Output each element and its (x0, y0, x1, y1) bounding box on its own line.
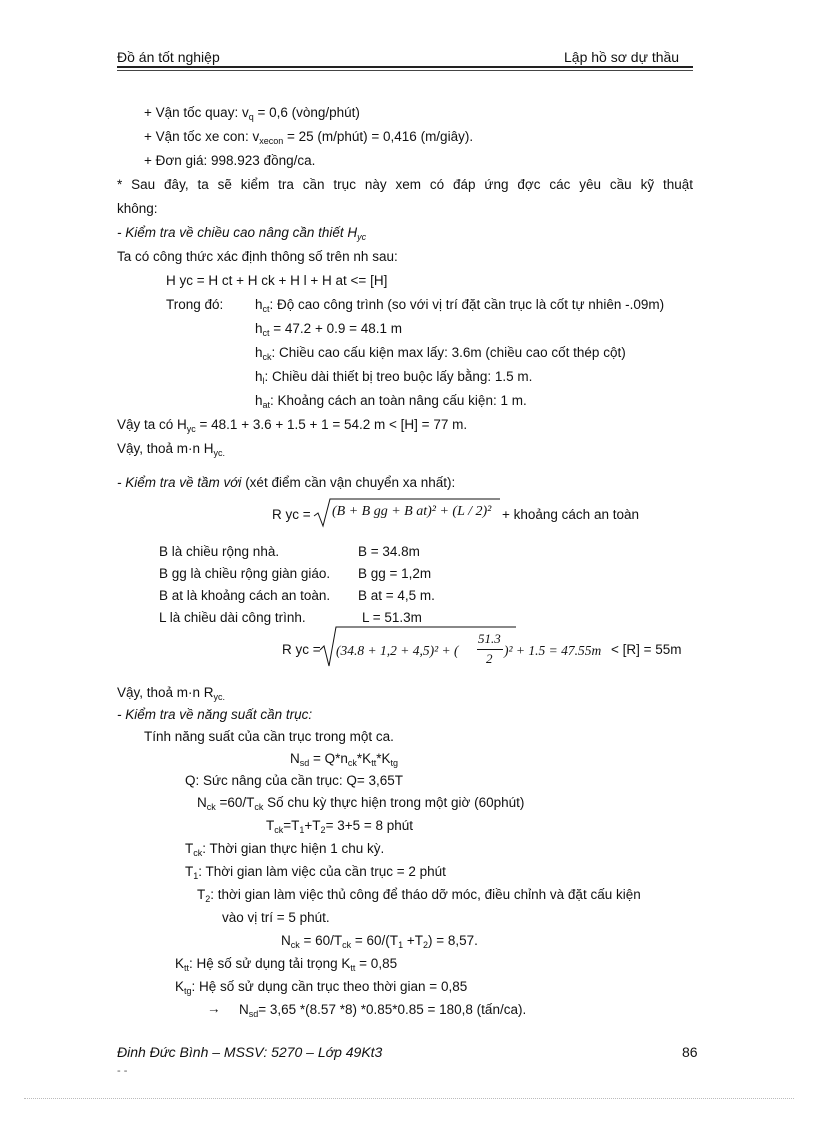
formula-reach2-right: < [R] = 55m (611, 642, 682, 657)
line-nsd-result: $N_{sd}= 3,65$ *(8.57 *8) *0.85*0.85 = 180,8 (tấn/ca). (239, 1002, 527, 1019)
header-left: Đồ án tốt nghiệp (117, 49, 220, 65)
header-rule (117, 66, 693, 68)
footer-author: Đinh Đức Bình – MSSV: 5270 – Lớp 49Kt3 (117, 1044, 383, 1060)
paragraph-check-intro: * Sau đây, ta sẽ kiểm tra cần trục này xem có đáp ứng đợc các yêu cầu kỹ thuật (117, 177, 693, 192)
section-reach-check: - Kiểm tra về tầm với (xét điểm cần vận chuyển xa nhất): (117, 475, 456, 490)
section-height-check: - Kiểm tra về chiều cao nâng cần thiết $H_{yc}$ (117, 225, 367, 242)
formula-reach2-left: R yc = (282, 642, 321, 657)
line-t2-def: $T_2$: thời gian làm việc thủ công để tháo dỡ móc, điều chỉnh và đặt cấu kiện (197, 887, 641, 904)
line-hct-value: $h_{ct} = 47.2 + 0.9 = 48.1$ m (255, 321, 402, 338)
line-unit-price: + Đơn giá: 998.923 đồng/ca. (144, 153, 316, 168)
header-rule-thin (117, 70, 693, 71)
line-tck-def: $T_{ck}$: Thời gian thực hiện 1 chu kỳ. (185, 841, 385, 858)
def-b: B là chiều rộng nhà. (159, 544, 280, 559)
line-nck-def: $N_{ck} =60/T_{ck}$ Số chu kỳ thực hiện trong một giờ (60phút) (197, 795, 525, 812)
line-hyc-result: Vậy ta có $H_{yc} = 48.1 + 3.6 + 1.5 + 1 = 54.2$ m < [H] = 77 m. (117, 417, 468, 434)
line-hl-def: $h_l$: Chiều dài thiết bị treo buộc lấy bằng: 1.5 m. (255, 369, 533, 386)
def-bat-value: B at = 4,5 m. (358, 588, 435, 603)
def-l-value: L = 51.3m (362, 610, 422, 625)
formula-reach-expr: (B + B gg + B at)² + (L / 2)² (332, 504, 492, 519)
arrow-icon: → (207, 1001, 221, 1016)
line-hct-def: $h_{ct}$: Độ cao công trình (so với vị trí đặt cần trục là cốt tự nhiên -.09m) (255, 297, 665, 314)
label-where: Trong đó: (166, 297, 224, 312)
line-ryc-satisfied: Vậy, thoả m·n $R_{yc.}$ (117, 685, 226, 702)
line-rotation-speed: + Vận tốc quay: $v_q = 0,6$ (vòng/phút) (144, 105, 360, 122)
line-ktt-def: $K_{tt}$: Hệ số sử dụng tải trọng $K_{tt} = 0,85$ (175, 956, 398, 973)
footer-page-number: 86 (682, 1044, 698, 1060)
paragraph-check-intro-cont: không: (117, 201, 158, 216)
def-bat: B at là khoảng cách an toàn. (159, 588, 331, 603)
line-nck-value: $N_{ck} = 60/T_{ck} = 60/(T_1 +T_2) = 8,57$. (281, 933, 478, 950)
line-productivity-intro: Tính năng suất của cần trục trong một ca. (144, 729, 394, 744)
def-bgg: B gg là chiều rộng giàn giáo. (159, 566, 331, 581)
line-hck-def: $h_{ck}$: Chiều cao cấu kiện max lấy: 3.6m (chiều cao cốt thép cột) (255, 345, 626, 362)
line-formula-intro: Ta có công thức xác định thông số trên nh sau: (117, 249, 398, 264)
def-l: L là chiều dài công trình. (159, 610, 306, 625)
line-hyc-satisfied: Vậy, thoả m·n $H_{yc.}$ (117, 441, 226, 458)
header-right: Lập hồ sơ dự thầu (564, 49, 680, 65)
formula-height: H yc = H ct + H ck + H l + H at <= [H] (166, 273, 388, 288)
fraction-denominator: 2 (486, 651, 493, 666)
formula-reach-left: R yc = (272, 507, 311, 522)
line-trolley-speed: + Vận tốc xe con: $v_{xecon} = 25$ (m/phút) = 0,416 (m/giây). (144, 129, 474, 146)
line-t1-def: $T_1$: Thời gian làm việc của cần trục = 2 phút (185, 864, 446, 881)
def-bgg-value: B gg = 1,2m (358, 566, 432, 581)
fraction-numerator: 51.3 (478, 631, 501, 646)
formula-nsd: $N_{sd} = Q*n_{ck}*K_{tt}*K_{tg}$ (290, 751, 398, 768)
line-tck-value: $T_{ck}=T_1+T_2= 3+5 = 8$ phút (266, 818, 414, 835)
formula-reach-right: + khoảng cách an toàn (502, 507, 639, 522)
footer-dots: - - (117, 1065, 128, 1077)
page-bottom-rule (24, 1098, 794, 1099)
line-q-capacity: Q: Sức nâng của cần trục: Q= 3,65T (185, 773, 404, 788)
formula-reach2-expr-b: )² + 1.5 = 47.55m (504, 643, 602, 658)
line-t2-def-cont: vào vị trí = 5 phút. (222, 910, 330, 925)
section-productivity-check: - Kiểm tra về năng suất cần trục: (117, 707, 313, 722)
line-hat-def: $h_{at}$: Khoảng cách an toàn nâng cấu kiện: 1 m. (255, 393, 527, 410)
formula-reach2-expr-a: (34.8 + 1,2 + 4,5)² + ( (336, 643, 459, 658)
line-ktg-def: $K_{tg}$: Hệ số sử dụng cần trục theo thời gian = 0,85 (175, 979, 468, 996)
def-b-value: B = 34.8m (358, 544, 420, 559)
